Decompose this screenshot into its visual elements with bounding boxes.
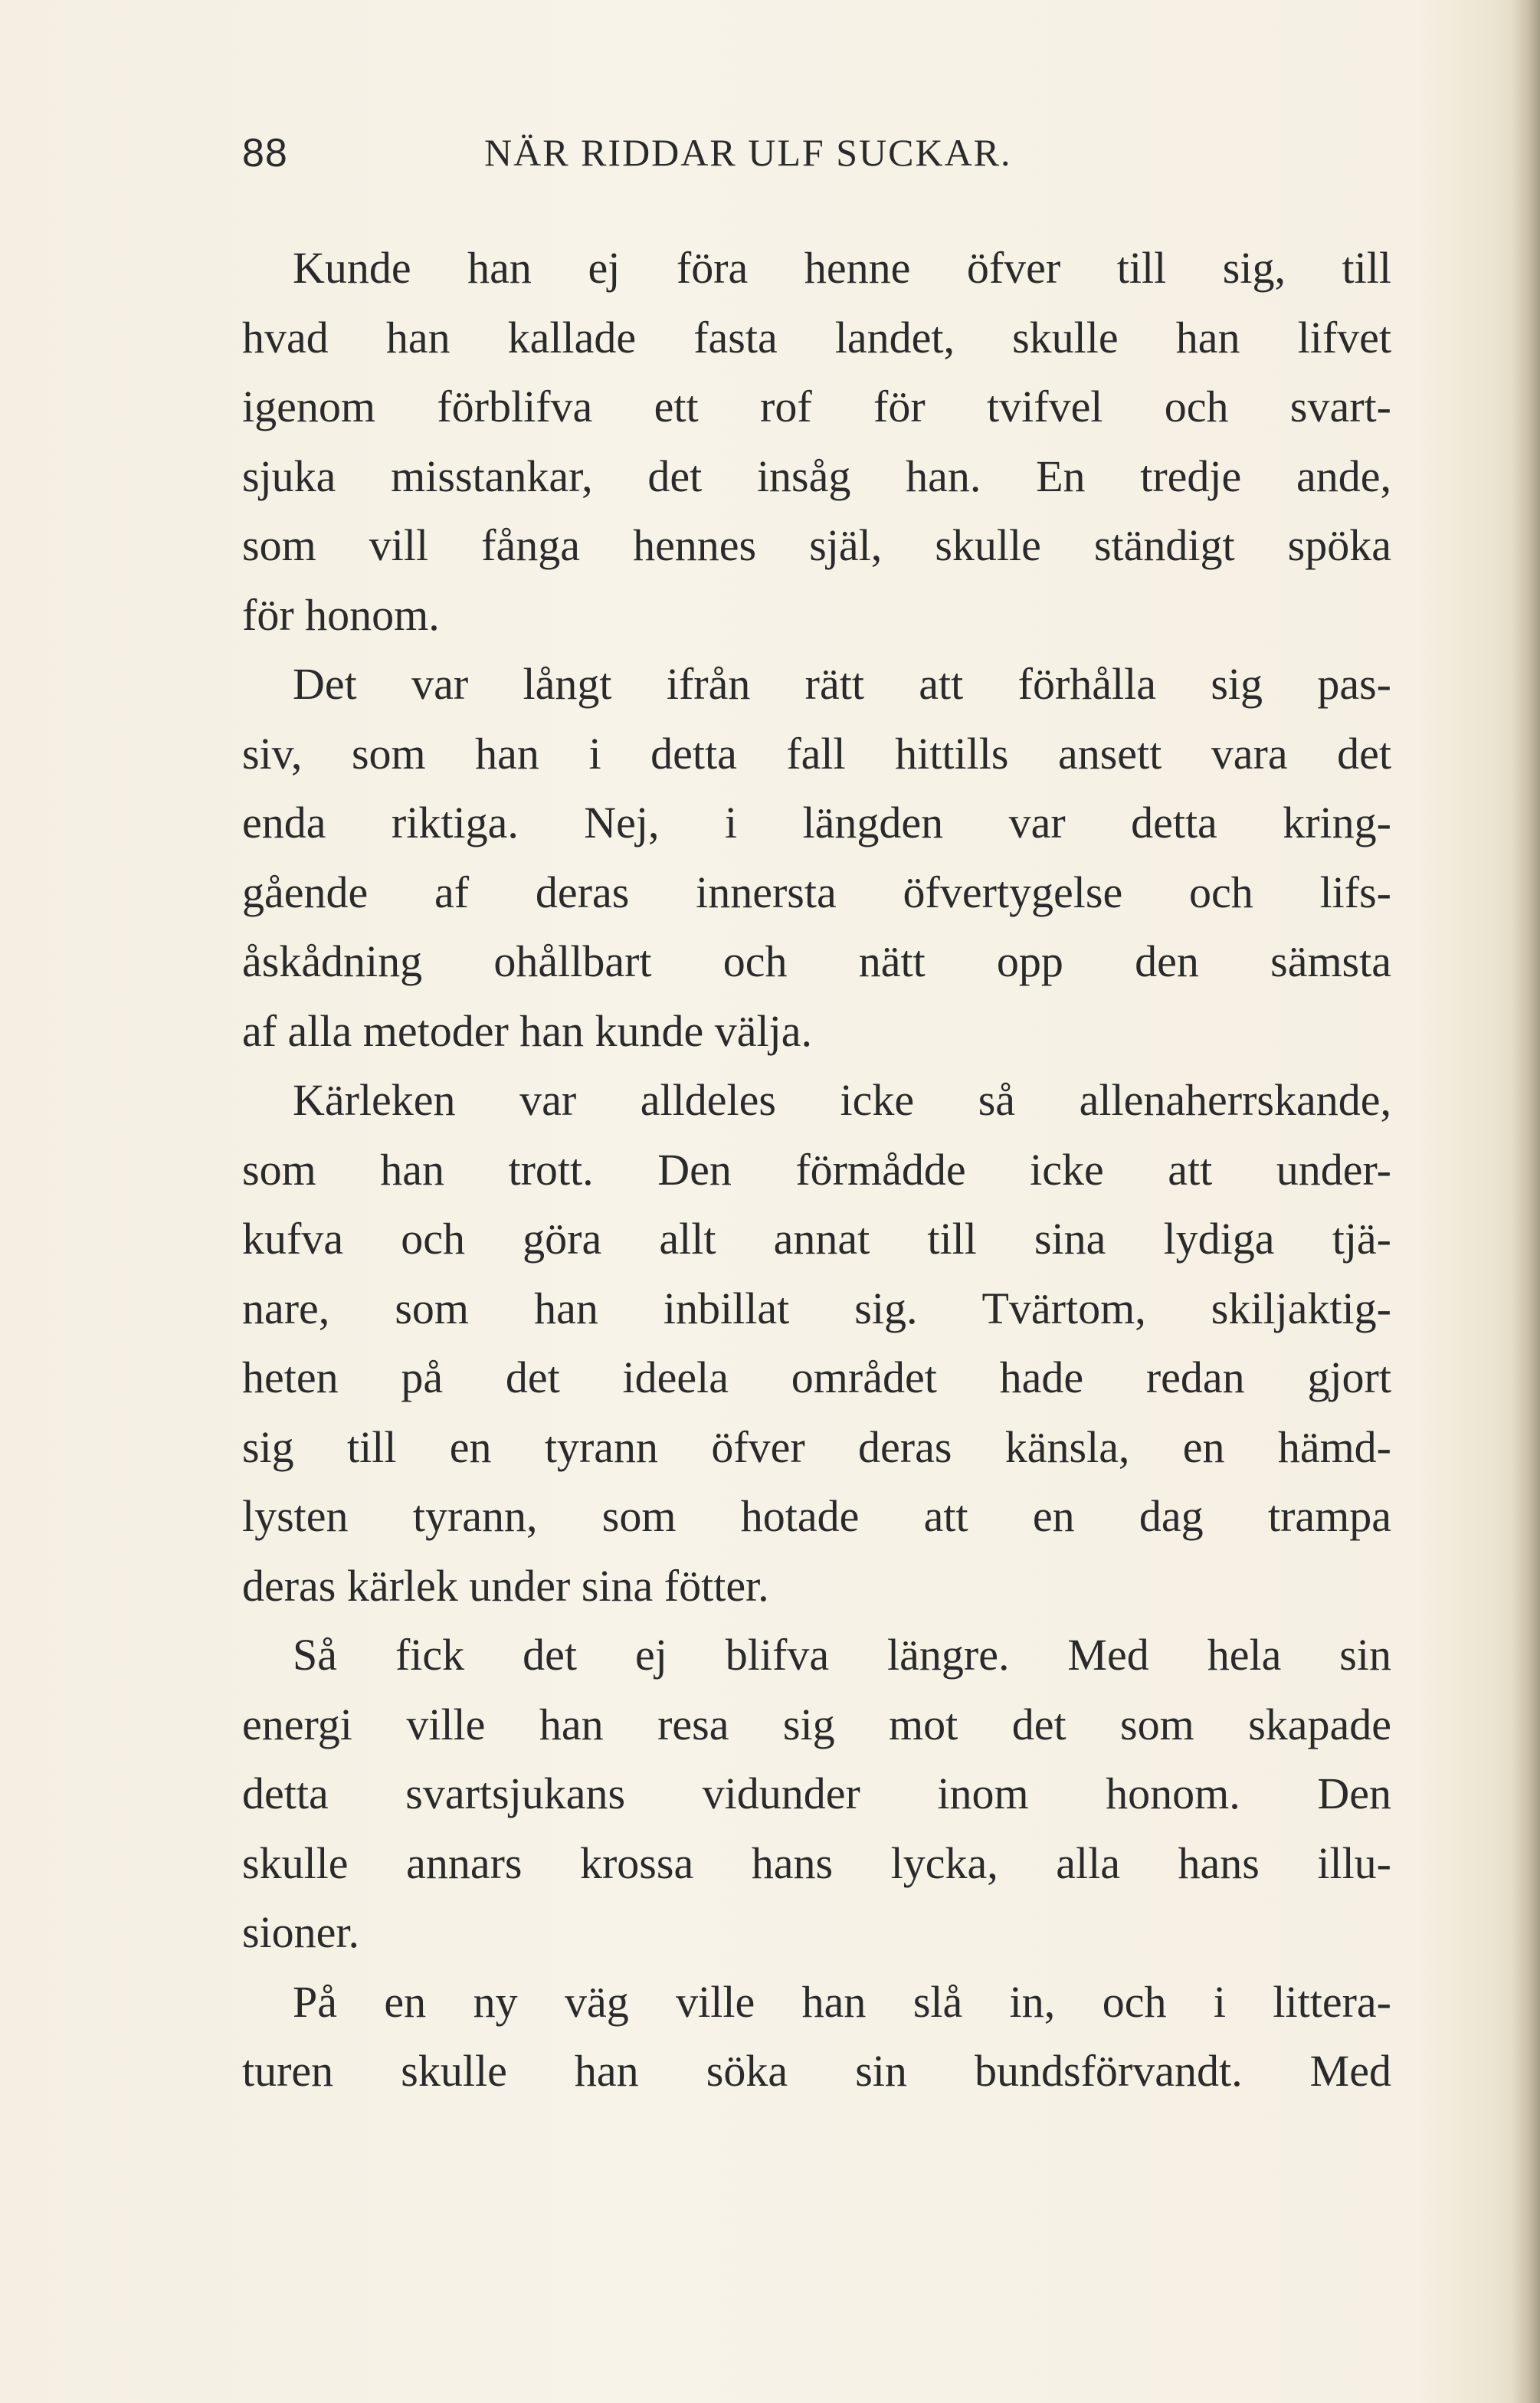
body-text [242,234,1391,2106]
text-line: Kärleken var alldeles icke så allenaherrskande, [293,1075,1391,1125]
text-line: som han trott. Den förmådde icke att under- [242,1144,1391,1195]
running-title: NÄR RIDDAR ULF SUCKAR. [484,131,1012,174]
text-line: Så fick det ej blifva längre. Med hela sin [293,1630,1391,1680]
text-line: kufva och göra allt annat till sina lydiga tjä- [242,1214,1391,1264]
text-line: igenom förblifva ett rof för tvifvel och svart- [242,382,1391,431]
text-line: sjuka misstankar, det insåg han. En tredje ande, [242,451,1391,501]
text-line: siv, som han i detta fall hittills ansett vara det [242,728,1391,779]
text-line: energi ville han resa sig mot det som skapade [242,1699,1391,1749]
text-line: deras kärlek under sina fötter. [242,1560,769,1611]
text-line: heten på det ideela området hade redan gjort [242,1352,1391,1402]
text-line: enda riktiga. Nej, i längden var detta kring- [242,798,1391,847]
text-line: skulle annars krossa hans lycka, alla hans illu- [242,1837,1391,1888]
running-head [242,130,1391,192]
text-line: hvad han kallade fasta landet, skulle han lifvet [242,312,1391,362]
text-line: sioner. [242,1907,360,1957]
text-line: gående af deras innersta öfvertygelse och lifs- [242,867,1391,917]
text-line: Det var långt ifrån rätt att förhålla sig pas- [293,659,1391,709]
text-line: turen skulle han söka sin bundsförvandt. Med [242,2046,1391,2096]
page-edge-shadow [1512,0,1540,2403]
text-line: detta svartsjukans vidunder inom honom. Den [242,1769,1391,1818]
text-line: På en ny väg ville han slå in, och i littera- [293,1976,1391,2027]
page-number: 88 [242,131,288,175]
text-line: som vill fånga hennes själ, skulle ständigt spöka [242,520,1391,570]
text-line: af alla metoder han kunde välja. [242,1005,813,1056]
text-line: för honom. [242,589,440,640]
text-line: åskådning ohållbart och nätt opp den sämsta [242,936,1391,986]
text-line: sig till en tyrann öfver deras känsla, en hämd- [242,1421,1391,1472]
text-line: lysten tyrann, som hotade att en dag trampa [242,1491,1391,1541]
text-line: Kunde han ej föra henne öfver till sig, till [293,243,1391,293]
text-line: nare, som han inbillat sig. Tvärtom, skiljaktig- [242,1283,1391,1333]
